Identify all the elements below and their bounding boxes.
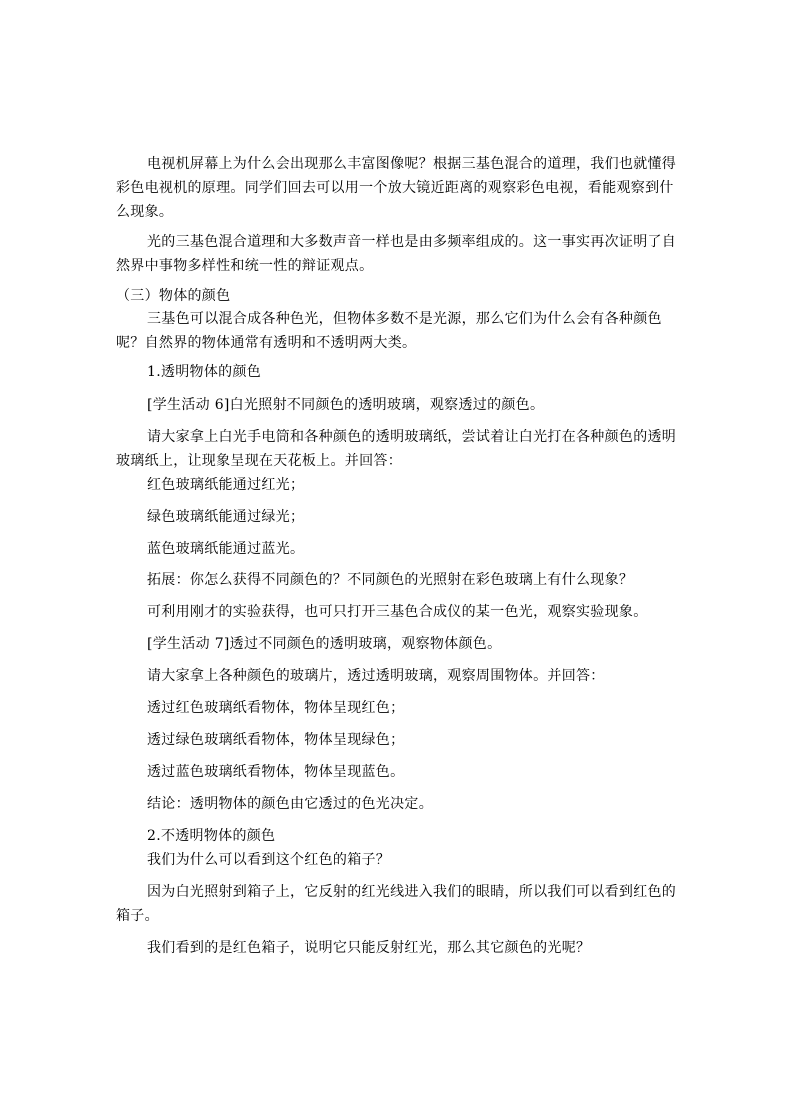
text-line: 请大家拿上白光手电筒和各种颜色的透明玻璃纸，尝试着让白光打在各种颜色的透明: [147, 429, 677, 445]
subsection-heading: 1.透明物体的颜色: [147, 364, 262, 380]
section-heading: （三）物体的颜色: [116, 288, 231, 304]
text-line: 箱子。: [116, 908, 159, 924]
activity-title: [学生活动 6]白光照射不同颜色的透明玻璃，观察透过的颜色。: [147, 397, 545, 413]
text-line: 电视机屏幕上为什么会出现那么丰富图像呢？根据三基色混合的道理，我们也就懂得: [147, 156, 677, 172]
text-line: 彩色电视机的原理。同学们回去可以用一个放大镜近距离的观察彩色电视，看能观察到什: [116, 180, 674, 196]
text-line: 透过红色玻璃纸看物体，物体呈现红色；: [147, 700, 405, 716]
text-line: 光的三基色混合道理和大多数声音一样也是由多频率组成的。这一事实再次证明了自: [147, 234, 677, 250]
text-line: 呢？自然界的物体通常有透明和不透明两大类。: [116, 335, 417, 351]
text-line: 然界中事物多样性和统一性的辩证观点。: [116, 258, 374, 274]
text-line: 我们为什么可以看到这个红色的箱子？: [147, 852, 391, 868]
conclusion-line: 结论：透明物体的颜色由它透过的色光决定。: [147, 796, 433, 812]
text-line: 因为白光照射到箱子上，它反射的红光线进入我们的眼睛，所以我们可以看到红色的: [147, 884, 677, 900]
activity-title: [学生活动 7]透过不同颜色的透明玻璃，观察物体颜色。: [147, 636, 502, 652]
text-line: 绿色玻璃纸能通过绿光；: [147, 509, 305, 525]
text-line: 透过绿色玻璃纸看物体，物体呈现绿色；: [147, 732, 405, 748]
subsection-heading: 2.不透明物体的颜色: [147, 828, 276, 844]
text-line: 三基色可以混合成各种色光，但物体多数不是光源，那么它们为什么会有各种颜色: [147, 311, 662, 327]
text-line: 请大家拿上各种颜色的玻璃片，透过透明玻璃，观察周围物体。并回答：: [147, 668, 605, 684]
text-line: 蓝色玻璃纸能通过蓝光。: [147, 541, 305, 557]
text-line: 我们看到的是红色箱子，说明它只能反射红光，那么其它颜色的光呢？: [147, 940, 591, 956]
text-line: 玻璃纸上，让现象呈现在天花板上。并回答：: [116, 453, 402, 469]
text-line: 么现象。: [116, 204, 174, 220]
text-line: 拓展：你怎么获得不同颜色的？不同颜色的光照射在彩色玻璃上有什么现象？: [147, 572, 634, 588]
text-line: 透过蓝色玻璃纸看物体，物体呈现蓝色。: [147, 764, 405, 780]
text-line: 红色玻璃纸能通过红光；: [147, 477, 305, 493]
text-line: 可利用刚才的实验获得，也可只打开三基色合成仪的某一色光，观察实验现象。: [147, 604, 648, 620]
